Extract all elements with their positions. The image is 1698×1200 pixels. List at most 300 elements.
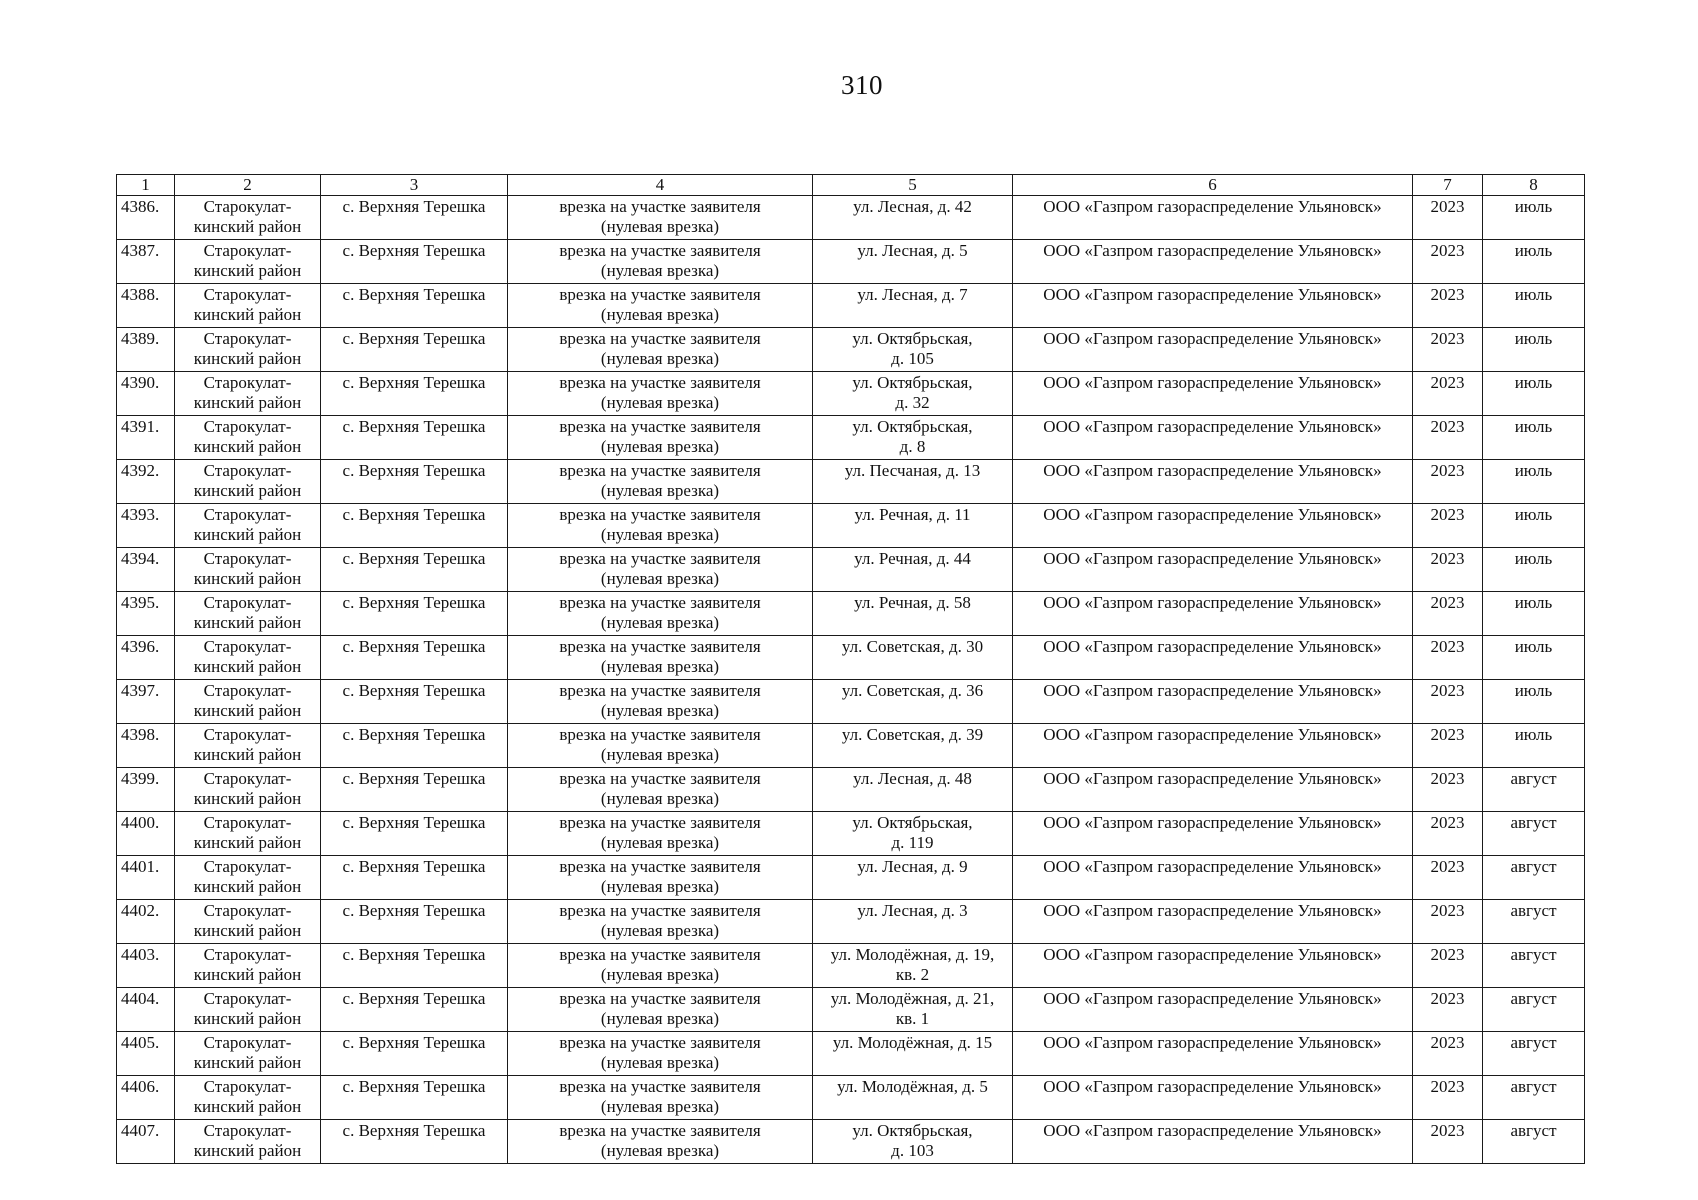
- work-type-cell: [508, 196, 813, 240]
- table-row: [117, 856, 1585, 900]
- district-cell: [175, 196, 321, 240]
- locality-cell: [321, 504, 508, 548]
- locality-cell: [321, 856, 508, 900]
- work-type-line: (нулевая врезка): [600, 613, 720, 632]
- year-text: 2023: [1430, 241, 1465, 260]
- locality-cell: [321, 988, 508, 1032]
- address-line: ул. Октябрьская,: [852, 417, 973, 436]
- month-cell: [1483, 680, 1585, 724]
- district-cell: [175, 768, 321, 812]
- locality-cell: [321, 372, 508, 416]
- work-type-line: врезка на участке заявителя: [559, 989, 761, 1008]
- address-cell: [813, 988, 1013, 1032]
- work-type-cell: [508, 636, 813, 680]
- organization-text: ООО «Газпром газораспределение Ульяновск»: [1043, 725, 1382, 744]
- year-text: 2023: [1430, 505, 1465, 524]
- month-text: июль: [1514, 505, 1553, 524]
- address-line: ул. Молодёжная, д. 15: [832, 1033, 993, 1052]
- row-number: 4387.: [121, 241, 160, 260]
- column-header-4: 4: [508, 175, 813, 196]
- row-number-cell: [117, 812, 175, 856]
- organization-cell: [1013, 1032, 1413, 1076]
- column-header-8: 8: [1483, 175, 1585, 196]
- address-line: ул. Лесная, д. 5: [857, 241, 968, 260]
- row-number-cell: [117, 1120, 175, 1164]
- district-line: кинский район: [193, 877, 302, 896]
- year-cell: [1413, 460, 1483, 504]
- month-cell: [1483, 284, 1585, 328]
- row-number-cell: [117, 856, 175, 900]
- work-type-line: (нулевая врезка): [600, 261, 720, 280]
- row-number-cell: [117, 900, 175, 944]
- organization-text: ООО «Газпром газораспределение Ульяновск»: [1043, 1033, 1382, 1052]
- organization-text: ООО «Газпром газораспределение Ульяновск»: [1043, 857, 1382, 876]
- organization-cell: [1013, 592, 1413, 636]
- address-cell: [813, 856, 1013, 900]
- table-row: [117, 1120, 1585, 1164]
- row-number: 4397.: [121, 681, 160, 700]
- month-cell: [1483, 592, 1585, 636]
- row-number: 4396.: [121, 637, 160, 656]
- month-cell: [1483, 812, 1585, 856]
- month-cell: [1483, 240, 1585, 284]
- organization-cell: [1013, 548, 1413, 592]
- work-type-line: врезка на участке заявителя: [559, 461, 761, 480]
- table-row: [117, 196, 1585, 240]
- district-line: Старокулат-: [203, 1121, 292, 1140]
- address-line: ул. Советская, д. 39: [841, 725, 984, 744]
- year-cell: [1413, 944, 1483, 988]
- locality-text: с. Верхняя Терешка: [342, 505, 486, 524]
- work-type-line: (нулевая врезка): [600, 1141, 720, 1160]
- month-text: август: [1510, 1033, 1557, 1052]
- district-cell: [175, 900, 321, 944]
- locality-text: с. Верхняя Терешка: [342, 593, 486, 612]
- row-number: 4390.: [121, 373, 160, 392]
- row-number-cell: [117, 372, 175, 416]
- work-type-line: врезка на участке заявителя: [559, 813, 761, 832]
- year-cell: [1413, 856, 1483, 900]
- organization-cell: [1013, 856, 1413, 900]
- row-number-cell: [117, 592, 175, 636]
- district-line: кинский район: [193, 789, 302, 808]
- locality-cell: [321, 944, 508, 988]
- work-type-line: врезка на участке заявителя: [559, 637, 761, 656]
- month-cell: [1483, 900, 1585, 944]
- work-type-line: (нулевая врезка): [600, 789, 720, 808]
- row-number-cell: [117, 328, 175, 372]
- year-cell: [1413, 416, 1483, 460]
- address-cell: [813, 592, 1013, 636]
- address-line: ул. Советская, д. 30: [841, 637, 984, 656]
- district-line: кинский район: [193, 569, 302, 588]
- locality-cell: [321, 680, 508, 724]
- year-text: 2023: [1430, 637, 1465, 656]
- year-text: 2023: [1430, 945, 1465, 964]
- work-type-line: врезка на участке заявителя: [559, 1121, 761, 1140]
- month-text: август: [1510, 1121, 1557, 1140]
- table-row: [117, 724, 1585, 768]
- table-row: [117, 240, 1585, 284]
- work-type-line: (нулевая врезка): [600, 657, 720, 676]
- year-cell: [1413, 328, 1483, 372]
- organization-text: ООО «Газпром газораспределение Ульяновск»: [1043, 989, 1382, 1008]
- year-text: 2023: [1430, 593, 1465, 612]
- table-row: [117, 548, 1585, 592]
- work-type-line: (нулевая врезка): [600, 525, 720, 544]
- month-text: август: [1510, 857, 1557, 876]
- organization-cell: [1013, 284, 1413, 328]
- organization-text: ООО «Газпром газораспределение Ульяновск»: [1043, 681, 1382, 700]
- locality-cell: [321, 636, 508, 680]
- page-number: 310: [841, 70, 883, 100]
- address-line: ул. Советская, д. 36: [841, 681, 984, 700]
- row-number: 4388.: [121, 285, 160, 304]
- row-number: 4386.: [121, 197, 160, 216]
- district-line: Старокулат-: [203, 813, 292, 832]
- locality-cell: [321, 196, 508, 240]
- year-cell: [1413, 724, 1483, 768]
- month-text: август: [1510, 1077, 1557, 1096]
- district-cell: [175, 284, 321, 328]
- row-number: 4407.: [121, 1121, 160, 1140]
- address-cell: [813, 372, 1013, 416]
- month-cell: [1483, 1032, 1585, 1076]
- address-cell: [813, 1032, 1013, 1076]
- month-cell: [1483, 944, 1585, 988]
- locality-text: с. Верхняя Терешка: [342, 417, 486, 436]
- organization-text: ООО «Газпром газораспределение Ульяновск»: [1043, 461, 1382, 480]
- organization-cell: [1013, 900, 1413, 944]
- row-number-cell: [117, 988, 175, 1032]
- locality-cell: [321, 1076, 508, 1120]
- address-line: кв. 1: [895, 1009, 930, 1028]
- district-line: кинский район: [193, 261, 302, 280]
- year-text: 2023: [1430, 461, 1465, 480]
- month-cell: [1483, 724, 1585, 768]
- locality-cell: [321, 592, 508, 636]
- row-number-cell: [117, 1032, 175, 1076]
- year-text: 2023: [1430, 1121, 1465, 1140]
- row-number-cell: [117, 240, 175, 284]
- locality-text: с. Верхняя Терешка: [342, 681, 486, 700]
- row-number-cell: [117, 284, 175, 328]
- address-cell: [813, 900, 1013, 944]
- month-cell: [1483, 1076, 1585, 1120]
- work-type-line: врезка на участке заявителя: [559, 769, 761, 788]
- organization-cell: [1013, 988, 1413, 1032]
- address-line: ул. Октябрьская,: [852, 373, 973, 392]
- work-type-line: врезка на участке заявителя: [559, 1077, 761, 1096]
- organization-text: ООО «Газпром газораспределение Ульяновск»: [1043, 1077, 1382, 1096]
- organization-cell: [1013, 680, 1413, 724]
- district-line: кинский район: [193, 1141, 302, 1160]
- district-line: кинский район: [193, 745, 302, 764]
- row-number-cell: [117, 460, 175, 504]
- organization-cell: [1013, 1120, 1413, 1164]
- organization-text: ООО «Газпром газораспределение Ульяновск»: [1043, 769, 1382, 788]
- locality-text: с. Верхняя Терешка: [342, 461, 486, 480]
- district-line: кинский район: [193, 701, 302, 720]
- district-cell: [175, 548, 321, 592]
- address-line: д. 119: [891, 833, 934, 852]
- year-text: 2023: [1430, 417, 1465, 436]
- month-text: июль: [1514, 681, 1553, 700]
- locality-cell: [321, 416, 508, 460]
- table-body: [117, 196, 1585, 1164]
- address-cell: [813, 196, 1013, 240]
- month-text: август: [1510, 945, 1557, 964]
- year-cell: [1413, 1076, 1483, 1120]
- work-type-cell: [508, 680, 813, 724]
- locality-text: с. Верхняя Терешка: [342, 725, 486, 744]
- organization-text: ООО «Газпром газораспределение Ульяновск»: [1043, 373, 1382, 392]
- locality-cell: [321, 900, 508, 944]
- work-type-cell: [508, 1032, 813, 1076]
- locality-cell: [321, 328, 508, 372]
- district-cell: [175, 240, 321, 284]
- work-type-line: врезка на участке заявителя: [559, 857, 761, 876]
- district-line: кинский район: [193, 525, 302, 544]
- work-type-line: (нулевая врезка): [600, 393, 720, 412]
- year-cell: [1413, 636, 1483, 680]
- district-cell: [175, 944, 321, 988]
- district-cell: [175, 988, 321, 1032]
- work-type-cell: [508, 1076, 813, 1120]
- district-line: Старокулат-: [203, 1033, 292, 1052]
- address-line: ул. Лесная, д. 48: [853, 769, 972, 788]
- address-line: ул. Молодёжная, д. 21,: [830, 989, 995, 1008]
- column-header-2: 2: [175, 175, 321, 196]
- address-cell: [813, 1120, 1013, 1164]
- organization-text: ООО «Газпром газораспределение Ульяновск»: [1043, 285, 1382, 304]
- locality-cell: [321, 1120, 508, 1164]
- month-text: июль: [1514, 417, 1553, 436]
- address-line: д. 105: [891, 349, 934, 368]
- row-number: 4400.: [121, 813, 160, 832]
- column-header-5: 5: [813, 175, 1013, 196]
- year-text: 2023: [1430, 1077, 1465, 1096]
- month-text: июль: [1514, 549, 1553, 568]
- locality-cell: [321, 812, 508, 856]
- work-type-line: врезка на участке заявителя: [559, 373, 761, 392]
- district-line: кинский район: [193, 1097, 302, 1116]
- table-row: [117, 372, 1585, 416]
- locality-cell: [321, 1032, 508, 1076]
- month-cell: [1483, 988, 1585, 1032]
- table-row: [117, 636, 1585, 680]
- work-type-line: врезка на участке заявителя: [559, 593, 761, 612]
- row-number: 4403.: [121, 945, 160, 964]
- district-line: кинский район: [193, 657, 302, 676]
- district-cell: [175, 1120, 321, 1164]
- organization-cell: [1013, 328, 1413, 372]
- row-number: 4398.: [121, 725, 160, 744]
- month-text: август: [1510, 989, 1557, 1008]
- address-cell: [813, 636, 1013, 680]
- table-row: [117, 1032, 1585, 1076]
- work-type-cell: [508, 240, 813, 284]
- work-type-line: (нулевая врезка): [600, 349, 720, 368]
- year-cell: [1413, 592, 1483, 636]
- year-cell: [1413, 1032, 1483, 1076]
- row-number: 4389.: [121, 329, 160, 348]
- table-row: [117, 900, 1585, 944]
- address-line: ул. Лесная, д. 9: [857, 857, 968, 876]
- locality-text: с. Верхняя Терешка: [342, 813, 486, 832]
- column-header-6: 6: [1013, 175, 1413, 196]
- address-line: ул. Речная, д. 58: [854, 593, 971, 612]
- locality-text: с. Верхняя Терешка: [342, 241, 486, 260]
- work-type-line: (нулевая врезка): [600, 437, 720, 456]
- organization-cell: [1013, 460, 1413, 504]
- locality-text: с. Верхняя Терешка: [342, 945, 486, 964]
- address-line: ул. Октябрьская,: [852, 813, 973, 832]
- work-type-cell: [508, 768, 813, 812]
- year-text: 2023: [1430, 857, 1465, 876]
- organization-cell: [1013, 372, 1413, 416]
- month-cell: [1483, 548, 1585, 592]
- column-header-1: 1: [117, 175, 175, 196]
- locality-text: с. Верхняя Терешка: [342, 769, 486, 788]
- row-number-cell: [117, 504, 175, 548]
- row-number: 4404.: [121, 989, 160, 1008]
- district-line: кинский район: [193, 1053, 302, 1072]
- district-line: Старокулат-: [203, 901, 292, 920]
- organization-cell: [1013, 768, 1413, 812]
- work-type-cell: [508, 944, 813, 988]
- month-cell: [1483, 372, 1585, 416]
- table-header-row: [117, 175, 1585, 196]
- district-cell: [175, 504, 321, 548]
- table-row: [117, 592, 1585, 636]
- locality-text: с. Верхняя Терешка: [342, 373, 486, 392]
- year-cell: [1413, 240, 1483, 284]
- district-line: кинский район: [193, 481, 302, 500]
- district-line: кинский район: [193, 833, 302, 852]
- work-type-line: (нулевая врезка): [600, 1097, 720, 1116]
- district-line: Старокулат-: [203, 285, 292, 304]
- address-cell: [813, 944, 1013, 988]
- table-row: [117, 460, 1585, 504]
- month-text: июль: [1514, 461, 1553, 480]
- row-number-cell: [117, 636, 175, 680]
- row-number-cell: [117, 944, 175, 988]
- table-row: [117, 680, 1585, 724]
- month-text: август: [1510, 769, 1557, 788]
- organization-cell: [1013, 944, 1413, 988]
- work-type-cell: [508, 460, 813, 504]
- work-type-line: врезка на участке заявителя: [559, 285, 761, 304]
- work-type-line: врезка на участке заявителя: [559, 505, 761, 524]
- month-cell: [1483, 768, 1585, 812]
- district-cell: [175, 724, 321, 768]
- address-cell: [813, 240, 1013, 284]
- row-number: 4394.: [121, 549, 160, 568]
- district-line: кинский район: [193, 921, 302, 940]
- address-cell: [813, 768, 1013, 812]
- year-cell: [1413, 196, 1483, 240]
- month-text: июль: [1514, 373, 1553, 392]
- address-line: ул. Молодёжная, д. 5: [837, 1077, 988, 1096]
- work-type-line: врезка на участке заявителя: [559, 241, 761, 260]
- locality-text: с. Верхняя Терешка: [342, 197, 486, 216]
- table-row: [117, 944, 1585, 988]
- district-line: кинский район: [193, 349, 302, 368]
- column-header-3: 3: [321, 175, 508, 196]
- district-line: Старокулат-: [203, 989, 292, 1008]
- district-line: Старокулат-: [203, 1077, 292, 1096]
- address-cell: [813, 284, 1013, 328]
- district-line: кинский район: [193, 393, 302, 412]
- work-type-line: (нулевая врезка): [600, 877, 720, 896]
- work-type-line: (нулевая врезка): [600, 701, 720, 720]
- work-type-line: врезка на участке заявителя: [559, 549, 761, 568]
- year-text: 2023: [1430, 813, 1465, 832]
- month-text: июль: [1514, 637, 1553, 656]
- work-type-cell: [508, 1120, 813, 1164]
- address-cell: [813, 548, 1013, 592]
- work-type-line: врезка на участке заявителя: [559, 901, 761, 920]
- month-text: август: [1510, 901, 1557, 920]
- locality-cell: [321, 284, 508, 328]
- year-text: 2023: [1430, 329, 1465, 348]
- table-row: [117, 328, 1585, 372]
- organization-text: ООО «Газпром газораспределение Ульяновск»: [1043, 813, 1382, 832]
- month-text: июль: [1514, 285, 1553, 304]
- district-line: кинский район: [193, 305, 302, 324]
- district-line: Старокулат-: [203, 197, 292, 216]
- district-line: Старокулат-: [203, 593, 292, 612]
- work-type-line: (нулевая врезка): [600, 1009, 720, 1028]
- work-type-cell: [508, 372, 813, 416]
- work-type-line: врезка на участке заявителя: [559, 417, 761, 436]
- row-number-cell: [117, 1076, 175, 1120]
- district-line: Старокулат-: [203, 681, 292, 700]
- month-cell: [1483, 856, 1585, 900]
- work-type-cell: [508, 548, 813, 592]
- organization-cell: [1013, 724, 1413, 768]
- row-number: 4401.: [121, 857, 160, 876]
- organization-cell: [1013, 196, 1413, 240]
- work-type-cell: [508, 592, 813, 636]
- address-cell: [813, 504, 1013, 548]
- year-cell: [1413, 812, 1483, 856]
- year-text: 2023: [1430, 725, 1465, 744]
- table-row: [117, 416, 1585, 460]
- district-line: кинский район: [193, 613, 302, 632]
- row-number-cell: [117, 768, 175, 812]
- organization-text: ООО «Газпром газораспределение Ульяновск»: [1043, 329, 1382, 348]
- row-number: 4402.: [121, 901, 160, 920]
- work-type-cell: [508, 504, 813, 548]
- row-number: 4405.: [121, 1033, 160, 1052]
- work-type-cell: [508, 416, 813, 460]
- year-cell: [1413, 284, 1483, 328]
- locality-text: с. Верхняя Терешка: [342, 285, 486, 304]
- row-number-cell: [117, 196, 175, 240]
- locality-text: с. Верхняя Терешка: [342, 1077, 486, 1096]
- organization-cell: [1013, 240, 1413, 284]
- month-cell: [1483, 196, 1585, 240]
- work-type-line: врезка на участке заявителя: [559, 329, 761, 348]
- district-line: Старокулат-: [203, 549, 292, 568]
- month-text: август: [1510, 813, 1557, 832]
- district-cell: [175, 592, 321, 636]
- district-cell: [175, 328, 321, 372]
- year-cell: [1413, 1120, 1483, 1164]
- month-cell: [1483, 416, 1585, 460]
